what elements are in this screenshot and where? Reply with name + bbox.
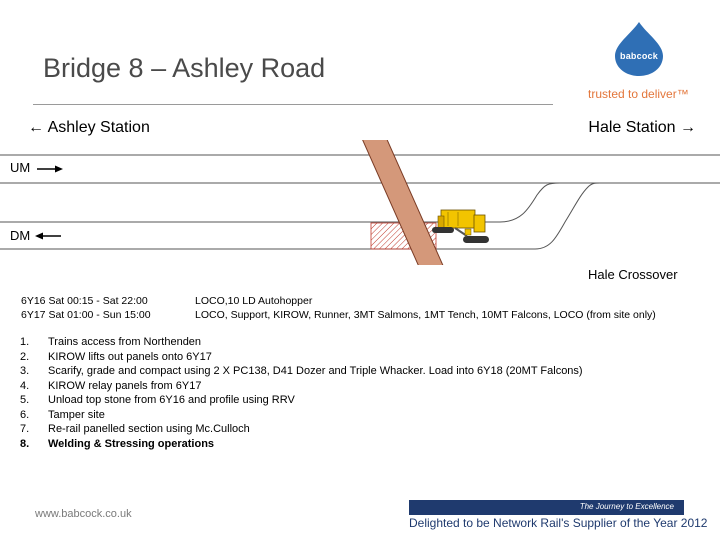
list-item (20, 422, 583, 437)
list-item (20, 437, 583, 452)
right-station-label: Hale Station → (588, 119, 696, 136)
step-number: 3. (20, 365, 30, 377)
tracked-excavator-icon (432, 210, 489, 243)
schedule-code-time: 6Y17 Sat 01:00 - Sun 15:00 (21, 309, 151, 321)
step-text: KIROW lifts out panels onto 6Y17 (48, 350, 212, 363)
step-number: 1. (20, 336, 30, 348)
list-item (20, 393, 583, 408)
track-diagram (0, 140, 720, 265)
supplier-award-text: Delighted to be Network Rail's Supplier of the Year 2012 (409, 516, 708, 530)
step-text: Scarify, grade and compact using 2 X PC138, D41 Dozer and Triple Whacker. Load into 6Y18 (20MT Falcons) (48, 365, 583, 377)
step-text: Welding & Stressing operations (48, 437, 215, 450)
schedule-details (195, 294, 656, 322)
step-text: Re-rail panelled section using Mc.Culloch (48, 423, 250, 435)
hale-crossover (500, 183, 600, 249)
schedule-detail: LOCO, Support, KIROW, Runner, 3MT Salmons, 1MT Tench, 10MT Falcons, LOCO (from site only) (195, 309, 656, 321)
step-number: 4. (20, 379, 30, 392)
step-number: 7. (20, 423, 30, 435)
work-steps-list (20, 335, 583, 451)
list-item (20, 379, 583, 394)
down-main-label: DM (10, 228, 31, 243)
list-item (20, 335, 583, 350)
title-divider (33, 104, 553, 105)
slide-title: Bridge 8 – Ashley Road (43, 53, 326, 83)
list-item (20, 364, 583, 379)
footer-url: www.babcock.co.uk (35, 508, 132, 520)
hale-crossover-label: Hale Crossover (588, 267, 678, 282)
step-number: 2. (20, 350, 30, 363)
left-station-label: ← Ashley Station (28, 119, 150, 136)
step-number: 6. (20, 408, 30, 421)
step-text: KIROW relay panels from 6Y17 (48, 379, 202, 392)
schedule-code-time: 6Y16 Sat 00:15 - Sat 22:00 (21, 295, 148, 307)
up-main-rails (0, 155, 720, 183)
banner-text: The Journey to Excellence (579, 502, 674, 511)
journey-banner (409, 500, 684, 515)
logo-tagline: trusted to deliver™ (588, 87, 689, 101)
step-text: Unload top stone from 6Y16 and profile using RRV (48, 394, 295, 406)
step-text: Trains access from Northenden (48, 336, 202, 348)
down-main-direction-arrow (35, 233, 61, 240)
up-main-direction-arrow (37, 166, 63, 173)
logo-wordmark: babcock (620, 51, 658, 61)
babcock-drop-icon (613, 20, 665, 78)
list-item (20, 408, 583, 423)
step-text: Tamper site (48, 408, 105, 421)
babcock-logo (588, 20, 698, 102)
up-main-label: UM (10, 160, 31, 175)
list-item (20, 350, 583, 365)
schedule-detail: LOCO,10 LD Autohopper (195, 295, 313, 307)
step-number: 8. (20, 437, 30, 450)
step-number: 5. (20, 394, 30, 406)
schedule-codes (21, 294, 151, 322)
